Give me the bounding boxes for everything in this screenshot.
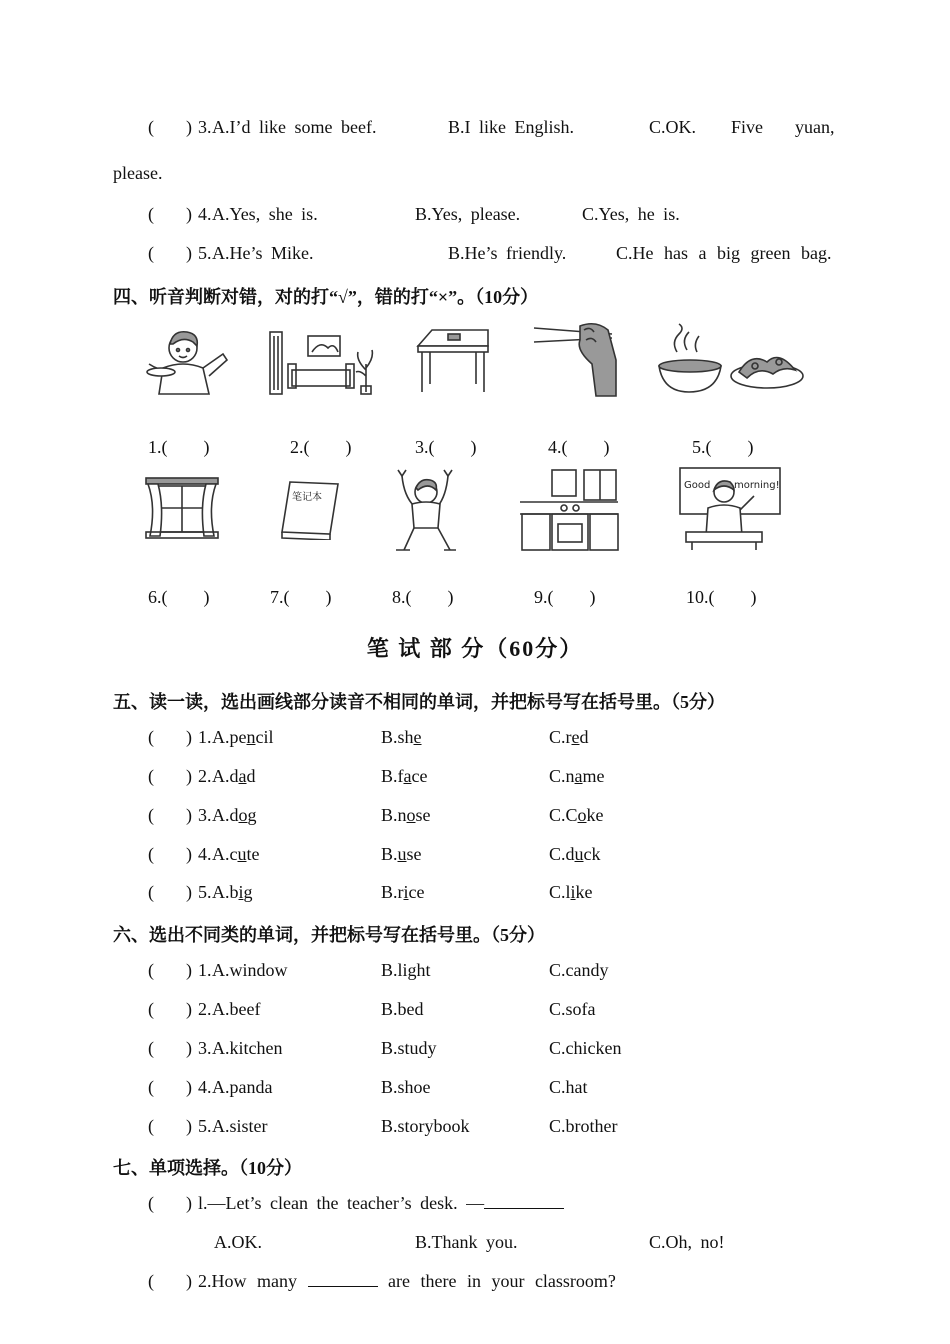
q3-3-option-c-word: Five xyxy=(731,117,764,137)
soup-and-vegetables-icon xyxy=(655,322,811,394)
kitchen-icon xyxy=(518,468,620,554)
q6-5-option-b: B.storybook xyxy=(381,1116,470,1136)
q5-2-paren[interactable]: ( ) xyxy=(148,766,192,786)
q3-5-option-a: A.He’s Mike. xyxy=(212,243,314,263)
q5-3-option-c: C.Coke xyxy=(549,805,604,825)
section4-label-3[interactable]: 3.( ) xyxy=(415,437,477,457)
q7-1-option-b: B.Thank you. xyxy=(415,1232,518,1252)
underlined-letter: i xyxy=(238,882,244,902)
q5-4-option-a: A.cute xyxy=(212,844,260,864)
q6-5-number: 5. xyxy=(198,1116,212,1136)
q3-4-paren[interactable]: ( ) xyxy=(148,204,192,224)
q7-1-question: l.—Let’s clean the teacher’s desk. — xyxy=(198,1193,564,1214)
q3-3-option-a: A.I’d like some beef. xyxy=(212,117,377,137)
q6-2-paren[interactable]: ( ) xyxy=(148,999,192,1019)
q6-1-option-b: B.light xyxy=(381,960,431,980)
q3-5-option-c: C.He has a big green bag. xyxy=(616,243,832,263)
living-room-icon xyxy=(268,330,378,396)
q6-4-option-a: A.panda xyxy=(212,1077,273,1097)
q5-5-option-b: B.rice xyxy=(381,882,425,902)
q6-1-number: 1. xyxy=(198,960,212,980)
underlined-letter: o xyxy=(238,805,248,825)
q6-1-option-a: A.window xyxy=(212,960,288,980)
q3-5-option-b: B.He’s friendly. xyxy=(448,243,567,263)
section4-label-7[interactable]: 7.( ) xyxy=(270,587,332,607)
q6-4-option-c: C.hat xyxy=(549,1077,588,1097)
q6-4-option-b: B.shoe xyxy=(381,1077,431,1097)
chopsticks-icon xyxy=(532,320,620,398)
teacher-icon xyxy=(678,466,782,552)
q6-5-option-a: A.sister xyxy=(212,1116,268,1136)
q6-3-option-a: A.kitchen xyxy=(212,1038,283,1058)
q3-4-option-b: B.Yes, please. xyxy=(415,204,521,224)
underlined-letter: u xyxy=(237,844,247,864)
underlined-letter: n xyxy=(246,727,256,747)
q5-5-paren[interactable]: ( ) xyxy=(148,882,192,902)
q5-2-option-c: C.name xyxy=(549,766,605,786)
q3-4-number: 4. xyxy=(198,204,212,224)
q6-2-option-a: A.beef xyxy=(212,999,261,1019)
q6-4-paren[interactable]: ( ) xyxy=(148,1077,192,1097)
notebook-icon xyxy=(278,480,340,540)
section4-label-6[interactable]: 6.( ) xyxy=(148,587,210,607)
q6-3-option-c: C.chicken xyxy=(549,1038,622,1058)
section4-label-5[interactable]: 5.( ) xyxy=(692,437,754,457)
q7-1-blank[interactable] xyxy=(484,1208,564,1209)
q5-1-paren[interactable]: ( ) xyxy=(148,727,192,747)
q6-3-number: 3. xyxy=(198,1038,212,1058)
q5-3-paren[interactable]: ( ) xyxy=(148,805,192,825)
section4-label-8[interactable]: 8.( ) xyxy=(392,587,454,607)
q3-5-paren[interactable]: ( ) xyxy=(148,243,192,263)
q3-3-option-c: C.OK. xyxy=(649,117,697,137)
q5-1-option-a: A.pencil xyxy=(212,727,274,747)
q5-1-number: 1. xyxy=(198,727,212,747)
underlined-letter: i xyxy=(403,882,409,902)
q6-2-option-c: C.sofa xyxy=(549,999,596,1019)
q6-5-paren[interactable]: ( ) xyxy=(148,1116,192,1136)
q5-4-number: 4. xyxy=(198,844,212,864)
table-icon xyxy=(414,326,492,394)
q7-1-option-c: C.Oh, no! xyxy=(649,1232,725,1252)
q6-5-option-c: C.brother xyxy=(549,1116,618,1136)
section4-heading: 四、听音判断对错，对的打“√”，错的打“×”。（10分） xyxy=(113,287,539,307)
underlined-letter: e xyxy=(571,727,580,747)
q5-2-number: 2. xyxy=(198,766,212,786)
q6-2-option-b: B.bed xyxy=(381,999,424,1019)
q7-2-question: 2.How many are there in your classroom? xyxy=(198,1271,616,1291)
underlined-letter: u xyxy=(397,844,407,864)
section4-label-2[interactable]: 2.( ) xyxy=(290,437,352,457)
q5-3-option-a: A.dog xyxy=(212,805,257,825)
q6-3-option-b: B.study xyxy=(381,1038,437,1058)
q7-1-paren[interactable]: ( ) xyxy=(148,1193,192,1213)
section4-label-9[interactable]: 9.( ) xyxy=(534,587,596,607)
board-text-good: Good xyxy=(684,480,711,491)
window-icon xyxy=(144,476,220,540)
q5-5-option-a: A.big xyxy=(212,882,253,902)
section5-heading: 五、读一读，选出画线部分读音不相同的单词，并把标号写在括号里。（5分） xyxy=(113,692,725,712)
written-part-title: 笔 试 部 分（60分） xyxy=(366,636,584,661)
q5-4-paren[interactable]: ( ) xyxy=(148,844,192,864)
strong-boy-icon xyxy=(392,466,460,554)
q5-5-option-c: C.like xyxy=(549,882,593,902)
q3-3-continuation: please. xyxy=(113,163,163,183)
q5-2-option-b: B.face xyxy=(381,766,428,786)
q6-3-paren[interactable]: ( ) xyxy=(148,1038,192,1058)
underlined-letter: a xyxy=(238,766,247,786)
q5-5-number: 5. xyxy=(198,882,212,902)
underlined-letter: e xyxy=(413,727,422,747)
underlined-letter: o xyxy=(406,805,416,825)
board-text-morning: morning! xyxy=(734,480,780,491)
underlined-letter: u xyxy=(574,844,584,864)
q7-2-paren[interactable]: ( ) xyxy=(148,1271,192,1291)
underlined-letter: o xyxy=(577,805,587,825)
section7-heading: 七、单项选择。（10分） xyxy=(113,1158,302,1178)
section4-label-4[interactable]: 4.( ) xyxy=(548,437,610,457)
q5-3-option-b: B.nose xyxy=(381,805,431,825)
section6-heading: 六、选出不同类的单词，并把标号写在括号里。（5分） xyxy=(113,925,545,945)
q5-4-option-b: B.use xyxy=(381,844,422,864)
q3-3-option-c-word2: yuan, xyxy=(795,117,835,137)
q5-1-option-b: B.she xyxy=(381,727,422,747)
q5-2-option-a: A.dad xyxy=(212,766,256,786)
section4-label-10[interactable]: 10.( ) xyxy=(686,587,757,607)
q7-1-option-a: A.OK. xyxy=(214,1232,262,1252)
q6-4-number: 4. xyxy=(198,1077,212,1097)
underlined-letter: a xyxy=(403,766,412,786)
notebook-label: 笔记本 xyxy=(292,492,322,503)
q3-5-number: 5. xyxy=(198,243,212,263)
q6-1-option-c: C.candy xyxy=(549,960,609,980)
section4-label-1[interactable]: 1.( ) xyxy=(148,437,210,457)
q7-2-blank[interactable] xyxy=(308,1286,378,1287)
q3-4-option-c: C.Yes, he is. xyxy=(582,204,680,224)
underlined-letter: i xyxy=(570,882,576,902)
q5-3-number: 3. xyxy=(198,805,212,825)
q5-1-option-c: C.red xyxy=(549,727,589,747)
underlined-letter: a xyxy=(574,766,583,786)
q6-1-paren[interactable]: ( ) xyxy=(148,960,192,980)
q6-2-number: 2. xyxy=(198,999,212,1019)
q3-4-option-a: A.Yes, she is. xyxy=(212,204,318,224)
boy-eating-icon xyxy=(143,324,233,396)
q3-3-number: 3. xyxy=(198,117,212,137)
q3-3-paren[interactable]: ( ) xyxy=(148,117,192,137)
q5-4-option-c: C.duck xyxy=(549,844,601,864)
q3-3-option-b: B.I like English. xyxy=(448,117,574,137)
